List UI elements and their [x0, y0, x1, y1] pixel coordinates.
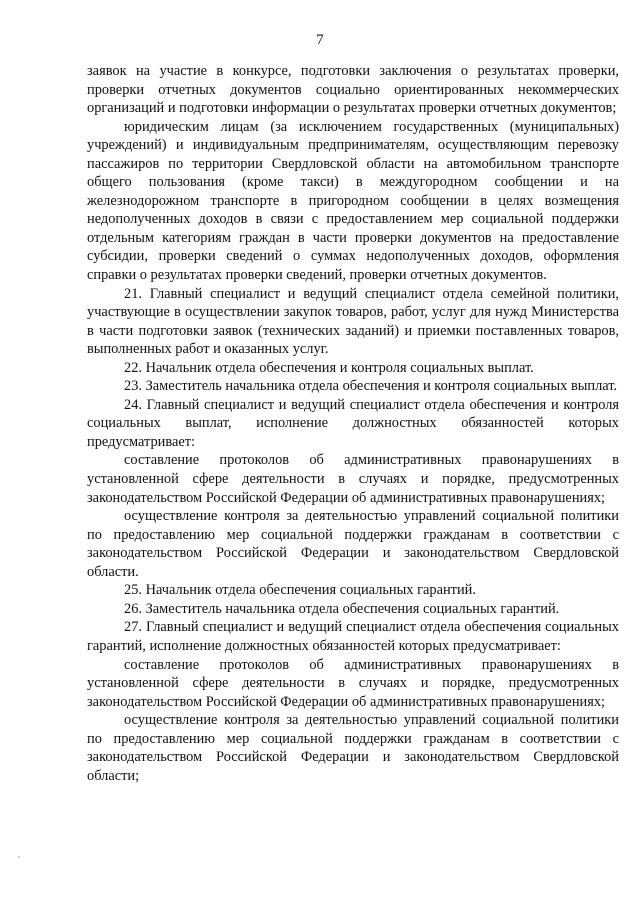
- page-number: 7: [316, 32, 324, 48]
- paragraph-transport-subsidy: юридическим лицам (за исключением государственных (муниципальных) учреждений) и индивидуальным предпринимателям, осуществляющим перевозку пассажиров по территории Свердловской области на автомобильном транспорте общего пользования (кроме такси) в междугородном сообщении и на железнодорожном транспорте в пригородном сообщении в целях возмещения недополученных доходов в связи с предоставлением мер социальной поддержки отдельным категориям граждан в части проверки документов на предоставление субсидии, проверки сведений о суммах недополученных доходов, оформления справки о результатах проверки сведений, проверки отчетных документов.: [87, 118, 619, 284]
- paragraph-item-26: 26. Заместитель начальника отдела обеспечения социальных гарантий.: [124, 600, 560, 617]
- paragraph-item-24-control: осуществление контроля за деятельностью управлений социальной политики по предоставлению мер социальной поддержки гражданам в соответствии с законодательством Российской Федерации и законодательством Свердловской области.: [87, 508, 619, 580]
- paragraph-item-27-control: осуществление контроля за деятельностью управлений социальной политики по предоставлению мер социальной поддержки гражданам в соответствии с законодательством Российской Федерации и законодательством Свердловской области;: [87, 712, 619, 784]
- paragraph-item-23: 23. Заместитель начальника отдела обеспечения и контроля социальных выплат.: [124, 378, 618, 395]
- paragraph-item-22: 22. Начальник отдела обеспечения и контроля социальных выплат.: [124, 359, 534, 376]
- paragraph-item-25: 25. Начальник отдела обеспечения социальных гарантий.: [124, 582, 476, 599]
- document-body: [87, 62, 619, 785]
- paragraph-item-21: 21. Главный специалист и ведущий специалист отдела семейной политики, участвующие в осуществлении закупок товаров, работ, услуг для нужд Министерства в части подготовки заявок (технических заданий) и приемки поставленных товаров, выполненных работ и оказанных услуг.: [87, 285, 619, 358]
- paragraph-item-24-protocols: составление протоколов об административных правонарушениях в установленной сфере деятельности в случаях и порядке, предусмотренных законодательством Российской Федерации об административных правонарушениях;: [87, 452, 619, 506]
- paragraph-continuation: заявок на участие в конкурсе, подготовки заключения о результатах проверки, проверки отчетных документов социально ориентированных некоммерческих организаций и подготовки информации о результатах проверки отчетных документов;: [87, 63, 619, 117]
- paragraph-item-27: 27. Главный специалист и ведущий специалист отдела обеспечения социальных гарантий, исполнение должностных обязанностей которых предусматривает:: [87, 619, 619, 654]
- margin-dot: [18, 856, 20, 858]
- paragraph-item-27-protocols: составление протоколов об административных правонарушениях в установленной сфере деятельности в случаях и порядке, предусмотренных законодательством Российской Федерации об административных правонарушениях;: [87, 656, 619, 710]
- paragraph-item-24: 24. Главный специалист и ведущий специалист отдела обеспечения и контроля социальных выплат, исполнение должностных обязанностей которых предусматривает:: [87, 396, 619, 450]
